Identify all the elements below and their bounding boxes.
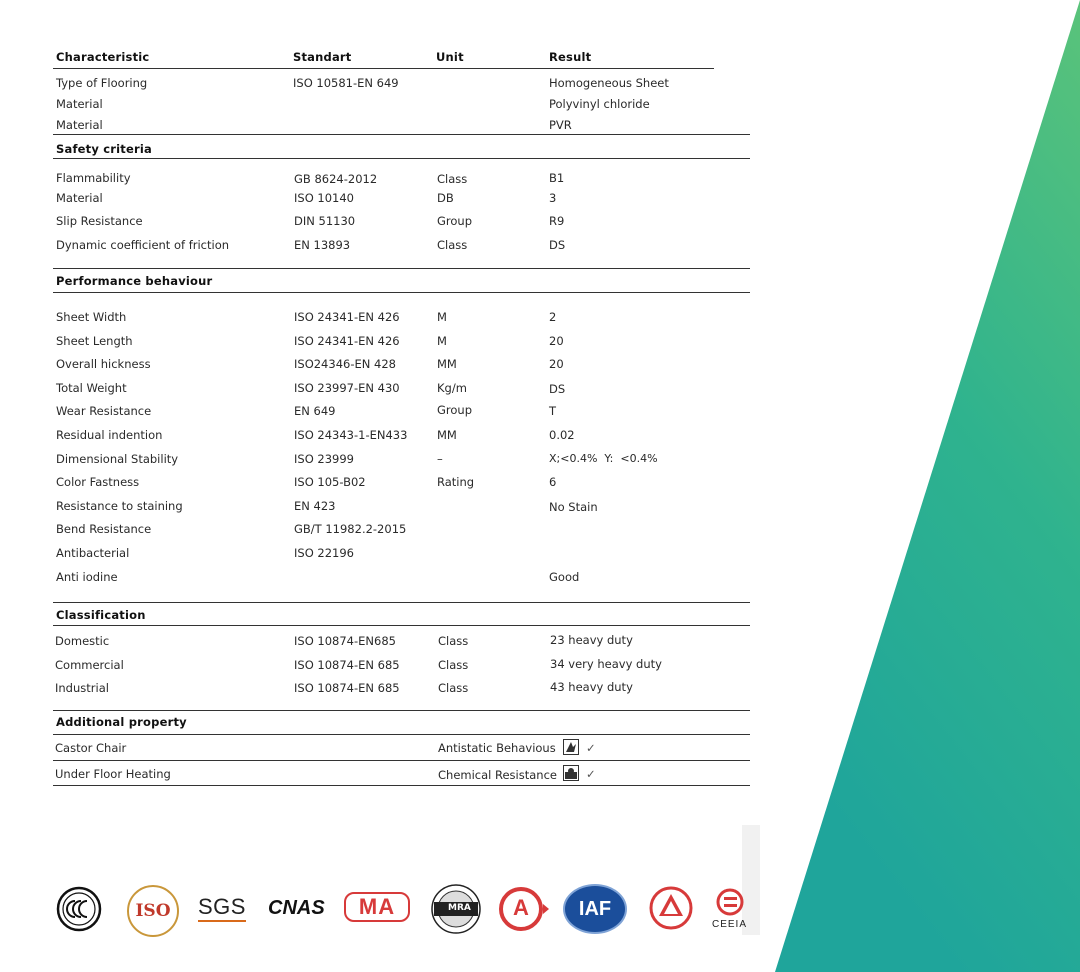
row-name: Domestic [55,634,110,648]
row-standart: ISO24346-EN 428 [294,357,396,371]
row-name: Total Weight [56,381,127,395]
row-result: T [549,404,557,418]
row-result: Good [549,570,580,584]
row-result: PVR [549,118,572,132]
section-title-additional: Additional property [56,715,187,729]
row-name: Material [56,118,103,132]
row-unit: Group [437,403,473,417]
row-unit: Class [437,238,468,252]
divider [53,134,750,135]
divider [53,625,750,626]
row-standart: ISO 10874-EN 685 [294,658,400,672]
row-standart: EN 649 [294,404,336,418]
ccc-logo [56,886,102,932]
header-characteristic: Characteristic [56,50,150,64]
row-name: Flammability [56,171,131,185]
row-unit: Class [437,172,468,186]
row-name: Castor Chair [55,741,127,755]
row-standart: ISO 10874-EN 685 [294,681,400,695]
chemical-resistance-icon [563,765,579,781]
row-unit: MM [437,357,457,371]
iso-logo-text: ISO [135,901,171,921]
cnas-logo: CNAS [268,897,325,919]
row-standart: ISO 23999 [294,452,354,466]
row-unit: DB [437,191,454,205]
row-name: Under Floor Heating [55,767,171,781]
row-result: 6 [549,475,557,489]
section-title-performance: Performance behaviour [56,274,213,288]
row-result: 20 [549,334,564,348]
cma-logo [344,892,410,922]
row-feature: Chemical Resistance [438,768,557,782]
row-result: 20 [549,357,564,371]
row-standart: ISO 10140 [294,191,354,205]
cacem-logo [649,886,693,930]
cma-logo-text: MA [358,894,396,919]
divider [53,292,750,293]
row-result: 3 [549,191,557,205]
row-standart: GB/T 11982.2-2015 [294,522,407,536]
divider [53,710,750,711]
divider [53,734,750,735]
row-unit: M [437,334,447,348]
section-title-safety: Safety criteria [56,142,152,156]
row-name: Resistance to staining [56,499,183,513]
row-name: Commercial [55,658,124,672]
row-result: B1 [549,171,565,185]
row-name: Anti iodine [56,570,118,584]
row-name: Industrial [55,681,109,695]
section-title-classification: Classification [56,608,146,622]
row-unit: Class [438,634,469,648]
antistatic-icon [563,739,579,755]
row-result: 34 very heavy duty [550,657,662,671]
divider [53,785,750,786]
cal-logo-text: A [513,895,529,920]
ceeia-logo [716,888,744,916]
row-standart: GB 8624-2012 [294,172,378,186]
row-name: Overall hickness [56,357,151,371]
row-unit: MM [437,428,457,442]
row-name: Material [56,191,103,205]
header-result: Result [549,50,592,64]
row-name: Dynamic coefficient of friction [56,238,230,252]
check-icon: ✓ [586,741,596,755]
row-result: 0.02 [549,428,575,442]
header-divider [53,68,714,69]
row-standart: EN 423 [294,499,336,513]
divider [53,158,750,159]
row-name: Residual indention [56,428,163,442]
row-name: Bend Resistance [56,522,152,536]
row-result: 43 heavy duty [550,680,633,694]
row-standart: ISO 24341-EN 426 [294,310,400,324]
row-standart: ISO 22196 [294,546,354,560]
row-result: Homogeneous Sheet [549,76,669,90]
row-unit: – [437,452,443,466]
row-standart: ISO 10581-EN 649 [293,76,399,90]
row-unit: M [437,310,447,324]
row-result: Polyvinyl chloride [549,97,650,111]
row-feature: Antistatic Behavious [438,741,556,755]
row-result: R9 [549,214,565,228]
divider [53,268,750,269]
row-result: 2 [549,310,557,324]
header-standart: Standart [293,50,352,64]
row-name: Color Fastness [56,475,140,489]
iaf-logo [563,884,627,934]
row-standart: ISO 24343-1-EN433 [294,428,408,442]
row-result: No Stain [549,500,598,514]
row-standart: ISO 10874-EN685 [294,634,396,648]
row-standart: ISO 23997-EN 430 [294,381,400,395]
mra-logo-text: MRA [448,903,471,913]
check-icon: ✓ [586,767,596,781]
row-unit: Group [437,214,473,228]
row-name: Dimensional Stability [56,452,179,466]
iso-logo [127,885,179,937]
sgs-logo: SGS [198,894,246,922]
row-unit: Class [438,658,469,672]
row-result: DS [549,238,566,252]
row-standart: DIN 51130 [294,214,356,228]
row-unit: Rating [437,475,475,489]
row-name: Material [56,97,103,111]
row-standart: ISO 105-B02 [294,475,366,489]
row-result: 23 heavy duty [550,633,633,647]
row-result: X;<0.4% Y: <0.4% [549,452,658,465]
divider [53,760,750,761]
row-unit: Class [438,681,469,695]
row-standart: EN 13893 [294,238,351,252]
row-unit: Kg/m [437,381,467,395]
row-result: DS [549,382,566,396]
row-name: Type of Flooring [56,76,148,90]
ceeia-logo-text: CEEIA [712,919,748,930]
iaf-logo-text: IAF [578,897,612,920]
row-name: Antibacterial [56,546,130,560]
row-standart: ISO 24341-EN 426 [294,334,400,348]
row-name: Sheet Length [56,334,133,348]
row-name: Slip Resistance [56,214,143,228]
row-name: Wear Resistance [56,404,152,418]
header-unit: Unit [436,50,464,64]
divider [53,602,750,603]
row-name: Sheet Width [56,310,127,324]
